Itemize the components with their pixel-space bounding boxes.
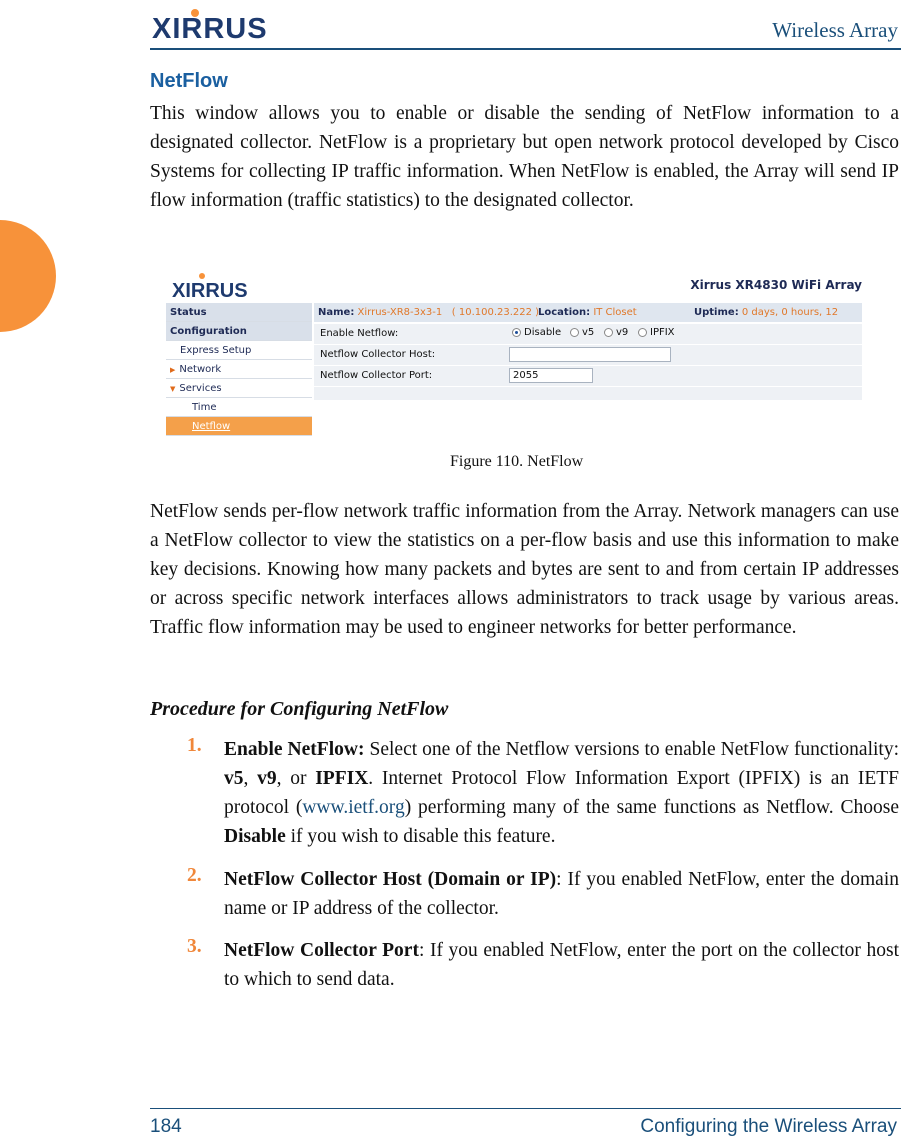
- collector-host-label: Netflow Collector Host:: [320, 349, 436, 360]
- procedure-heading: Procedure for Configuring NetFlow: [150, 698, 449, 720]
- section-heading: NetFlow: [150, 70, 228, 92]
- figure-caption: Figure 110. NetFlow: [450, 453, 584, 470]
- step-enable-netflow: Enable NetFlow: Select one of the Netflow versions to enable NetFlow functionality: v5, v9, or IPFIX. Internet Protocol Flow Information Export (IPFIX) is an IETF protocol (www.ietf.org) performing many of the same functions as Netflow. Choose Disable if you wish to disable this feature.: [224, 739, 900, 847]
- footer-divider: [150, 1108, 901, 1109]
- collector-port-label: Netflow Collector Port:: [320, 370, 433, 381]
- nav-item-time[interactable]: Time: [166, 398, 312, 417]
- enable-netflow-label: Enable Netflow:: [320, 328, 399, 339]
- nav-item-express-setup[interactable]: Express Setup: [166, 341, 312, 360]
- status-bar: Name: Xirrus-XR8-3x3-1 ( 10.100.23.222 ) Location: IT Closet Uptime: 0 days, 0 hours, 12: [314, 303, 862, 322]
- page-number: 184: [150, 1116, 182, 1137]
- radio-v5[interactable]: v5: [570, 327, 594, 338]
- collector-host-input[interactable]: [509, 347, 671, 362]
- ietf-link[interactable]: www.ietf.org: [302, 797, 405, 818]
- config-sidebar: [166, 303, 312, 436]
- product-title: Xirrus XR4830 WiFi Array: [690, 278, 862, 292]
- collector-host-row: [314, 345, 862, 366]
- nav-item-network[interactable]: ▶ Network: [166, 360, 312, 379]
- nav-item-services[interactable]: ▼ Services: [166, 379, 312, 398]
- step-number: 3.: [187, 936, 202, 957]
- chapter-tab-marker: [0, 220, 56, 332]
- radio-ipfix[interactable]: IPFIX: [638, 327, 675, 338]
- triangle-right-icon: ▶: [170, 366, 176, 374]
- radio-v9[interactable]: v9: [604, 327, 628, 338]
- nav-item-configuration[interactable]: Configuration: [166, 322, 312, 341]
- collector-port-row: [314, 366, 862, 387]
- enable-netflow-row: [314, 324, 862, 345]
- header-divider: [150, 48, 901, 50]
- netflow-screenshot: [166, 266, 864, 444]
- logo-text: XIRRUS: [152, 13, 268, 42]
- nav-item-status[interactable]: Status: [166, 303, 312, 322]
- step-collector-host: NetFlow Collector Host (Domain or IP): If you enabled NetFlow, enter the domain name or IP address of the collector.: [224, 869, 899, 919]
- xirrus-logo: [152, 8, 304, 42]
- netflow-form: [314, 324, 862, 400]
- header-title: Wireless Array: [772, 18, 898, 42]
- figure-xirrus-logo: [172, 270, 276, 300]
- nav-item-netflow[interactable]: Netflow: [166, 417, 312, 436]
- step-collector-port: NetFlow Collector Port: If you enabled NetFlow, enter the port on the collector host to which to send data.: [224, 940, 899, 990]
- footer-title: Configuring the Wireless Array: [640, 1116, 897, 1137]
- step-number: 1.: [187, 735, 202, 756]
- step-number: 2.: [187, 865, 202, 886]
- intro-paragraph: This window allows you to enable or disable the sending of NetFlow information to a designated collector. NetFlow is a proprietary but open network protocol developed by Cisco Systems for collecting IP traffic information. When NetFlow is enabled, the Array will send IP flow information (traffic statistics) to the designated collector.: [150, 103, 899, 211]
- collector-port-input[interactable]: 2055: [509, 368, 593, 383]
- figure-logo-text: XIRRUS: [172, 280, 248, 300]
- netflow-description-paragraph: NetFlow sends per-flow network traffic information from the Array. Network managers can use a NetFlow collector to view the statistics on a per-flow basis and use this information to make key decisions. Knowing how many packets and bytes are sent to and from certain IP addresses or across specific network interfaces allows administrators to track usage by various areas. Traffic flow information may be used to engineer networks for better performance.: [150, 501, 899, 638]
- triangle-down-icon: ▼: [170, 385, 176, 393]
- radio-disable[interactable]: Disable: [512, 327, 561, 338]
